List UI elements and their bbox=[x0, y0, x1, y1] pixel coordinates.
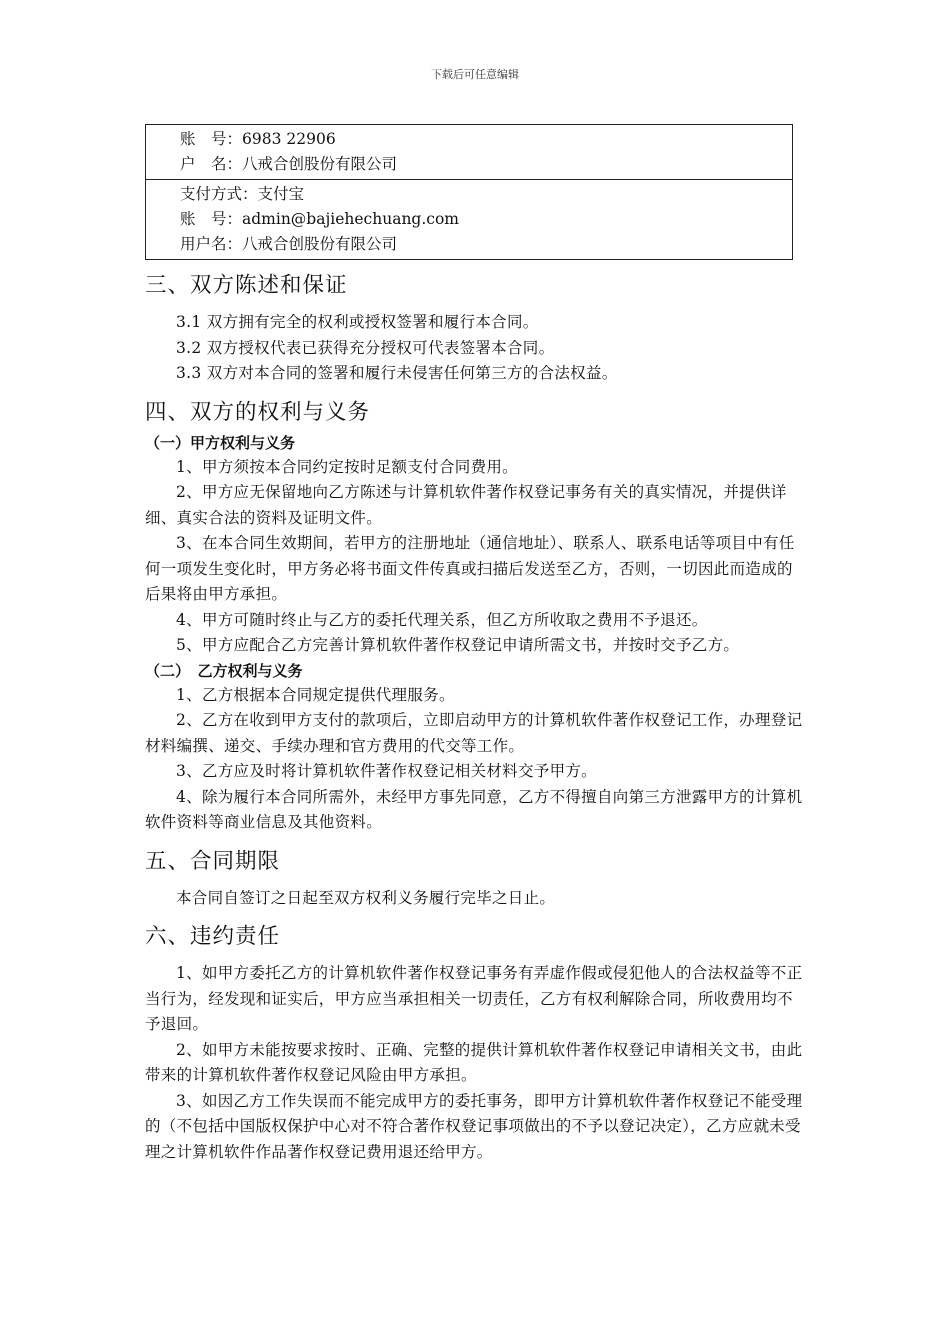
section-4-sub1-para: 2、甲方应无保留地向乙方陈述与计算机软件著作权登记事务有关的真实情况，并提供详细、真实合法的资料及证明文件。 bbox=[145, 483, 787, 527]
section-4-sub1-para: 5、甲方应配合乙方完善计算机软件著作权登记申请所需文书，并按时交予乙方。 bbox=[176, 636, 740, 654]
section-3-para: 3.1 双方拥有完全的权利或授权签署和履行本合同。 bbox=[176, 313, 539, 331]
section-6-title: 六、违约责任 bbox=[145, 924, 281, 949]
alipay-username: 用户名：八戒合创股份有限公司 bbox=[180, 235, 398, 253]
section-4-sub1-para: 3、在本合同生效期间，若甲方的注册地址（通信地址）、联系人、联系电话等项目中有任何一项发生变化时，甲方务必将书面文件传真或扫描后发送至乙方，否则，一切因此而造成的后果将由甲方承担。 bbox=[145, 534, 795, 603]
section-5-title: 五、合同期限 bbox=[145, 848, 281, 874]
section-4-sub2-para: 4、除为履行本合同所需外，未经甲方事先同意，乙方不得擅自向第三方泄露甲方的计算机软件资料等商业信息及其他资料。 bbox=[145, 787, 803, 831]
section-4-sub1-para: 1、甲方须按本合同约定按时足额支付合同费用。 bbox=[176, 457, 518, 476]
payment-method: 支付方式：支付宝 bbox=[180, 185, 305, 203]
section-4-sub2-title: （二） 乙方权利与义务 bbox=[145, 661, 303, 680]
section-6-para: 2、如甲方未能按要求按时、正确、完整的提供计算机软件著作权登记申请相关文书，由此带来的计算机软件著作权登记风险由甲方承担。 bbox=[145, 1040, 803, 1084]
section-4-sub1-para: 4、甲方可随时终止与乙方的委托代理关系，但乙方所收取之费用不予退还。 bbox=[176, 610, 708, 629]
section-5-para: 本合同自签订之日起至双方权利义务履行完毕之日止。 bbox=[176, 888, 556, 907]
section-3-para: 3.2 双方授权代表已获得充分授权可代表签署本合同。 bbox=[176, 338, 555, 357]
section-4-title: 四、双方的权利与义务 bbox=[145, 399, 371, 425]
page-header-note: 下载后可任意编辑 bbox=[431, 68, 519, 81]
account-info-table bbox=[145, 124, 793, 260]
bank-account-row bbox=[146, 125, 792, 180]
alipay-account-row bbox=[146, 180, 792, 259]
section-6-para: 1、如甲方委托乙方的计算机软件著作权登记事务有弄虚作假或侵犯他人的合法权益等不正当行为，经发现和证实后，甲方应当承担相关一切责任，乙方有权利解除合同，所收费用均不予退回。 bbox=[145, 964, 803, 1033]
document-body bbox=[145, 124, 805, 1165]
section-4-sub2-para: 3、乙方应及时将计算机软件著作权登记相关材料交予甲方。 bbox=[176, 762, 597, 780]
section-3-title: 三、双方陈述和保证 bbox=[145, 273, 348, 298]
section-4-sub2-para: 2、乙方在收到甲方支付的款项后，立即启动甲方的计算机软件著作权登记工作，办理登记材料编撰、递交、手续办理和官方费用的代交等工作。 bbox=[145, 711, 803, 755]
account-name: 户 名：八戒合创股份有限公司 bbox=[180, 155, 398, 173]
account-number: 账 号：6983 22906 bbox=[180, 130, 336, 148]
section-3-para: 3.3 双方对本合同的签署和履行未侵害任何第三方的合法权益。 bbox=[176, 364, 618, 382]
section-4-sub1-title: （一）甲方权利与义务 bbox=[145, 433, 296, 452]
section-4-sub2-para: 1、乙方根据本合同规定提供代理服务。 bbox=[176, 685, 455, 704]
section-6-para: 3、如因乙方工作失误而不能完成甲方的委托事务，即甲方计算机软件著作权登记不能受理的（不包括中国版权保护中心对不符合著作权登记事项做出的不予以登记决定），乙方应就未受理之计算机软件作品著作权登记费用退还给甲方。 bbox=[145, 1091, 803, 1161]
alipay-account: 账 号：admin@bajiehechuang.com bbox=[180, 210, 459, 228]
